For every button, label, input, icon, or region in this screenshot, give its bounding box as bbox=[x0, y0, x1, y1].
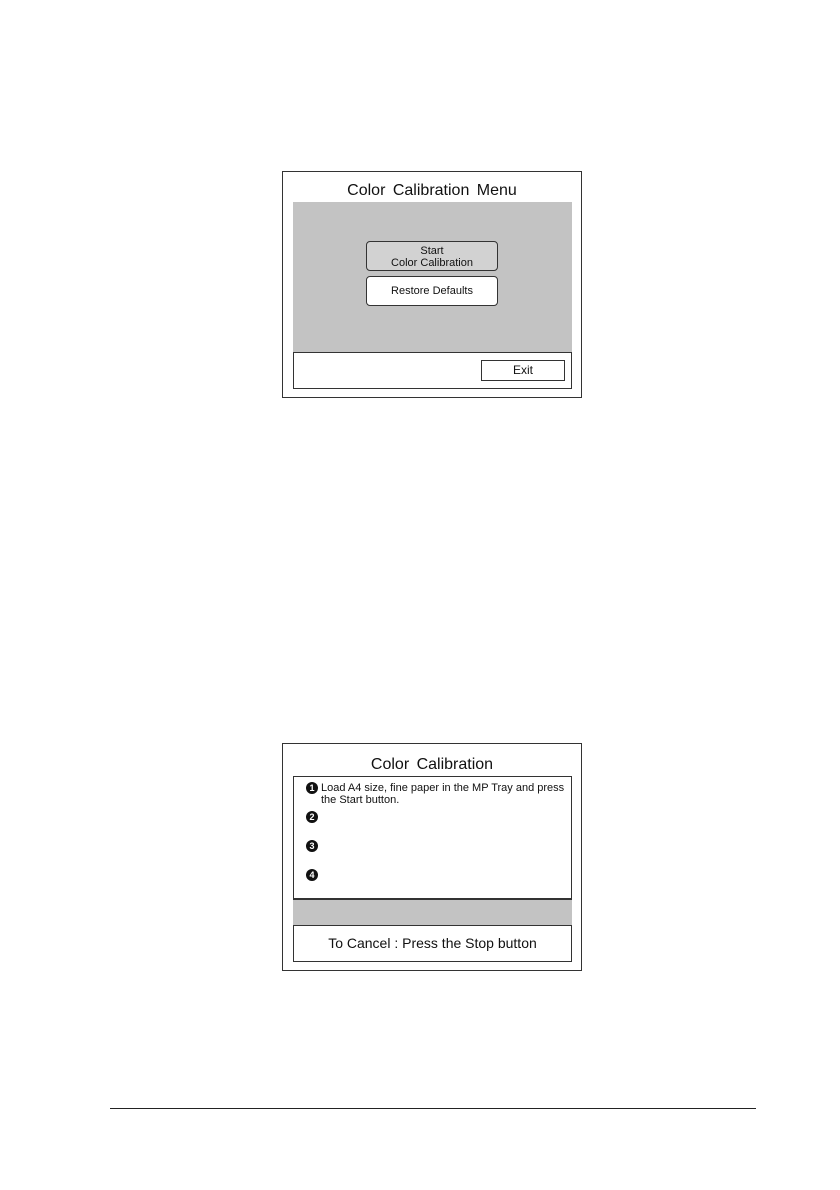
step-number-badge: 2 bbox=[306, 811, 318, 823]
step-number-badge: 3 bbox=[306, 840, 318, 852]
step-text: Load A4 size, fine paper in the MP Tray and press the Start button. bbox=[321, 782, 565, 806]
cancel-instruction: To Cancel : Press the Stop button bbox=[293, 925, 572, 962]
start-color-calibration-button[interactable] bbox=[366, 241, 498, 271]
menu-panel bbox=[293, 202, 572, 352]
color-calibration-menu-screen bbox=[282, 171, 582, 398]
menu-title: Color Calibration Menu bbox=[347, 182, 517, 199]
calibration-title: Color Calibration bbox=[370, 756, 494, 773]
color-calibration-screen bbox=[282, 743, 582, 971]
start-button-label-line2: Color Calibration bbox=[391, 257, 473, 269]
exit-button[interactable]: Exit bbox=[481, 360, 565, 381]
step-number-badge: 1 bbox=[306, 782, 318, 794]
step-number-badge: 4 bbox=[306, 869, 318, 881]
menu-footer bbox=[293, 352, 572, 389]
start-button-label-line1: Start bbox=[420, 245, 444, 257]
page-footer-rule bbox=[110, 1108, 756, 1109]
status-bar bbox=[293, 900, 572, 925]
restore-defaults-button[interactable]: Restore Defaults bbox=[366, 276, 498, 306]
calibration-steps-list bbox=[293, 776, 572, 900]
